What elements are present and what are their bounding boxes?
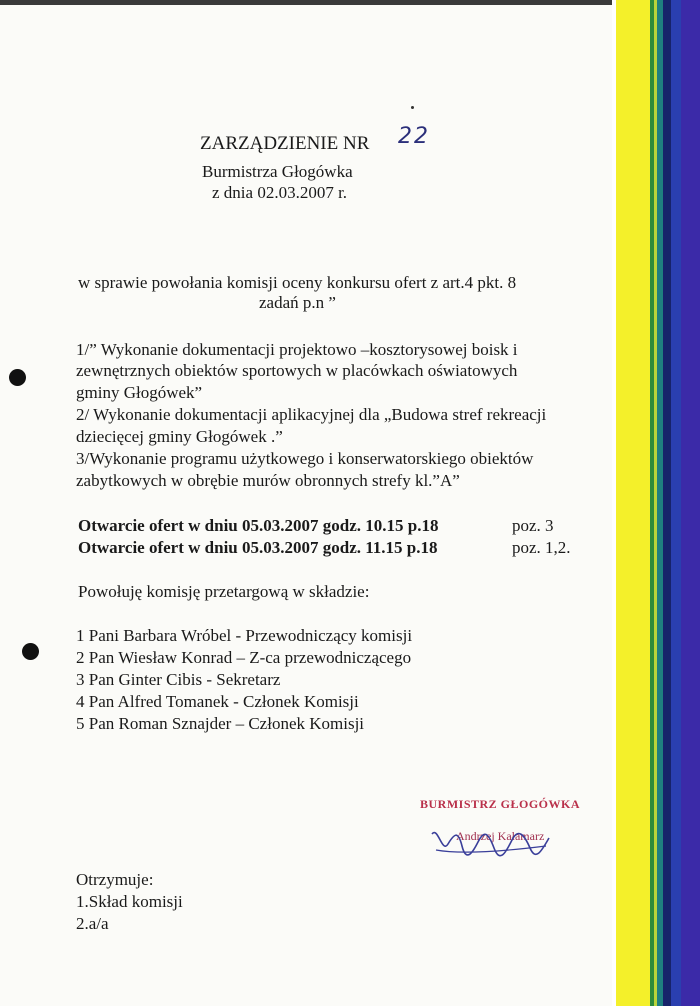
opening-position: poz. 3	[512, 516, 554, 535]
task-line: dziecięcej gminy Głogówek .”	[76, 427, 283, 446]
task-line: gminy Głogówek”	[76, 383, 203, 402]
committee-member: 5 Pan Roman Sznajder – Członek Komisji	[76, 714, 365, 733]
task-line: zabytkowych w obrębie murów obronnych strefy kl.”A”	[76, 471, 460, 490]
scan-edge-stripe	[663, 0, 671, 1006]
document-title: ZARZĄDZIENIE NR	[200, 133, 370, 154]
opening-line: Otwarcie ofert w dniu 05.03.2007 godz. 10.15 p.18	[78, 516, 439, 535]
scan-edge-stripe	[671, 0, 681, 1006]
committee-member: 2 Pan Wiesław Konrad – Z-ca przewodniczącego	[76, 648, 412, 667]
scan-top-edge	[0, 0, 700, 5]
scan-edge-stripe	[616, 0, 650, 1006]
subject-line: w sprawie powołania komisji oceny konkursu ofert z art.4 pkt. 8	[78, 273, 517, 292]
task-line: zewnętrznych obiektów sportowych w placówkach oświatowych	[76, 361, 518, 380]
document-date: z dnia 02.03.2007 r.	[212, 183, 348, 202]
handwritten-number: 22	[398, 124, 430, 149]
committee-member: 4 Pan Alfred Tomanek - Członek Komisji	[76, 692, 359, 711]
committee-intro: Powołuję komisję przetargową w składzie:	[78, 582, 370, 601]
committee-member: 3 Pan Ginter Cibis - Sekretarz	[76, 670, 281, 689]
speck	[411, 106, 414, 109]
scan-edge-stripe	[681, 0, 700, 1006]
recipient-item: 1.Skład komisji	[76, 892, 183, 911]
task-line: 3/Wykonanie programu użytkowego i konserwatorskiego obiektów	[76, 449, 534, 468]
committee-member: 1 Pani Barbara Wróbel - Przewodniczący komisji	[76, 626, 413, 645]
recipients-heading: Otrzymuje:	[76, 870, 154, 889]
punch-hole	[22, 643, 39, 660]
opening-position: poz. 1,2.	[512, 538, 571, 557]
subject-line: zadań p.n ”	[259, 293, 336, 312]
stamp-title: BURMISTRZ GŁOGÓWKA	[420, 797, 581, 811]
opening-line: Otwarcie ofert w dniu 05.03.2007 godz. 11.15 p.18	[78, 538, 438, 557]
task-line: 2/ Wykonanie dokumentacji aplikacyjnej dla „Budowa stref rekreacji	[76, 405, 547, 424]
recipient-item: 2.a/a	[76, 914, 109, 933]
signature	[428, 824, 553, 858]
punch-hole	[9, 369, 26, 386]
task-line: 1/” Wykonanie dokumentacji projektowo –kosztorysowej boisk i	[76, 340, 518, 359]
issuer: Burmistrza Głogówka	[202, 162, 353, 181]
stamp-name: Andrzej Kałamarz	[456, 829, 545, 843]
